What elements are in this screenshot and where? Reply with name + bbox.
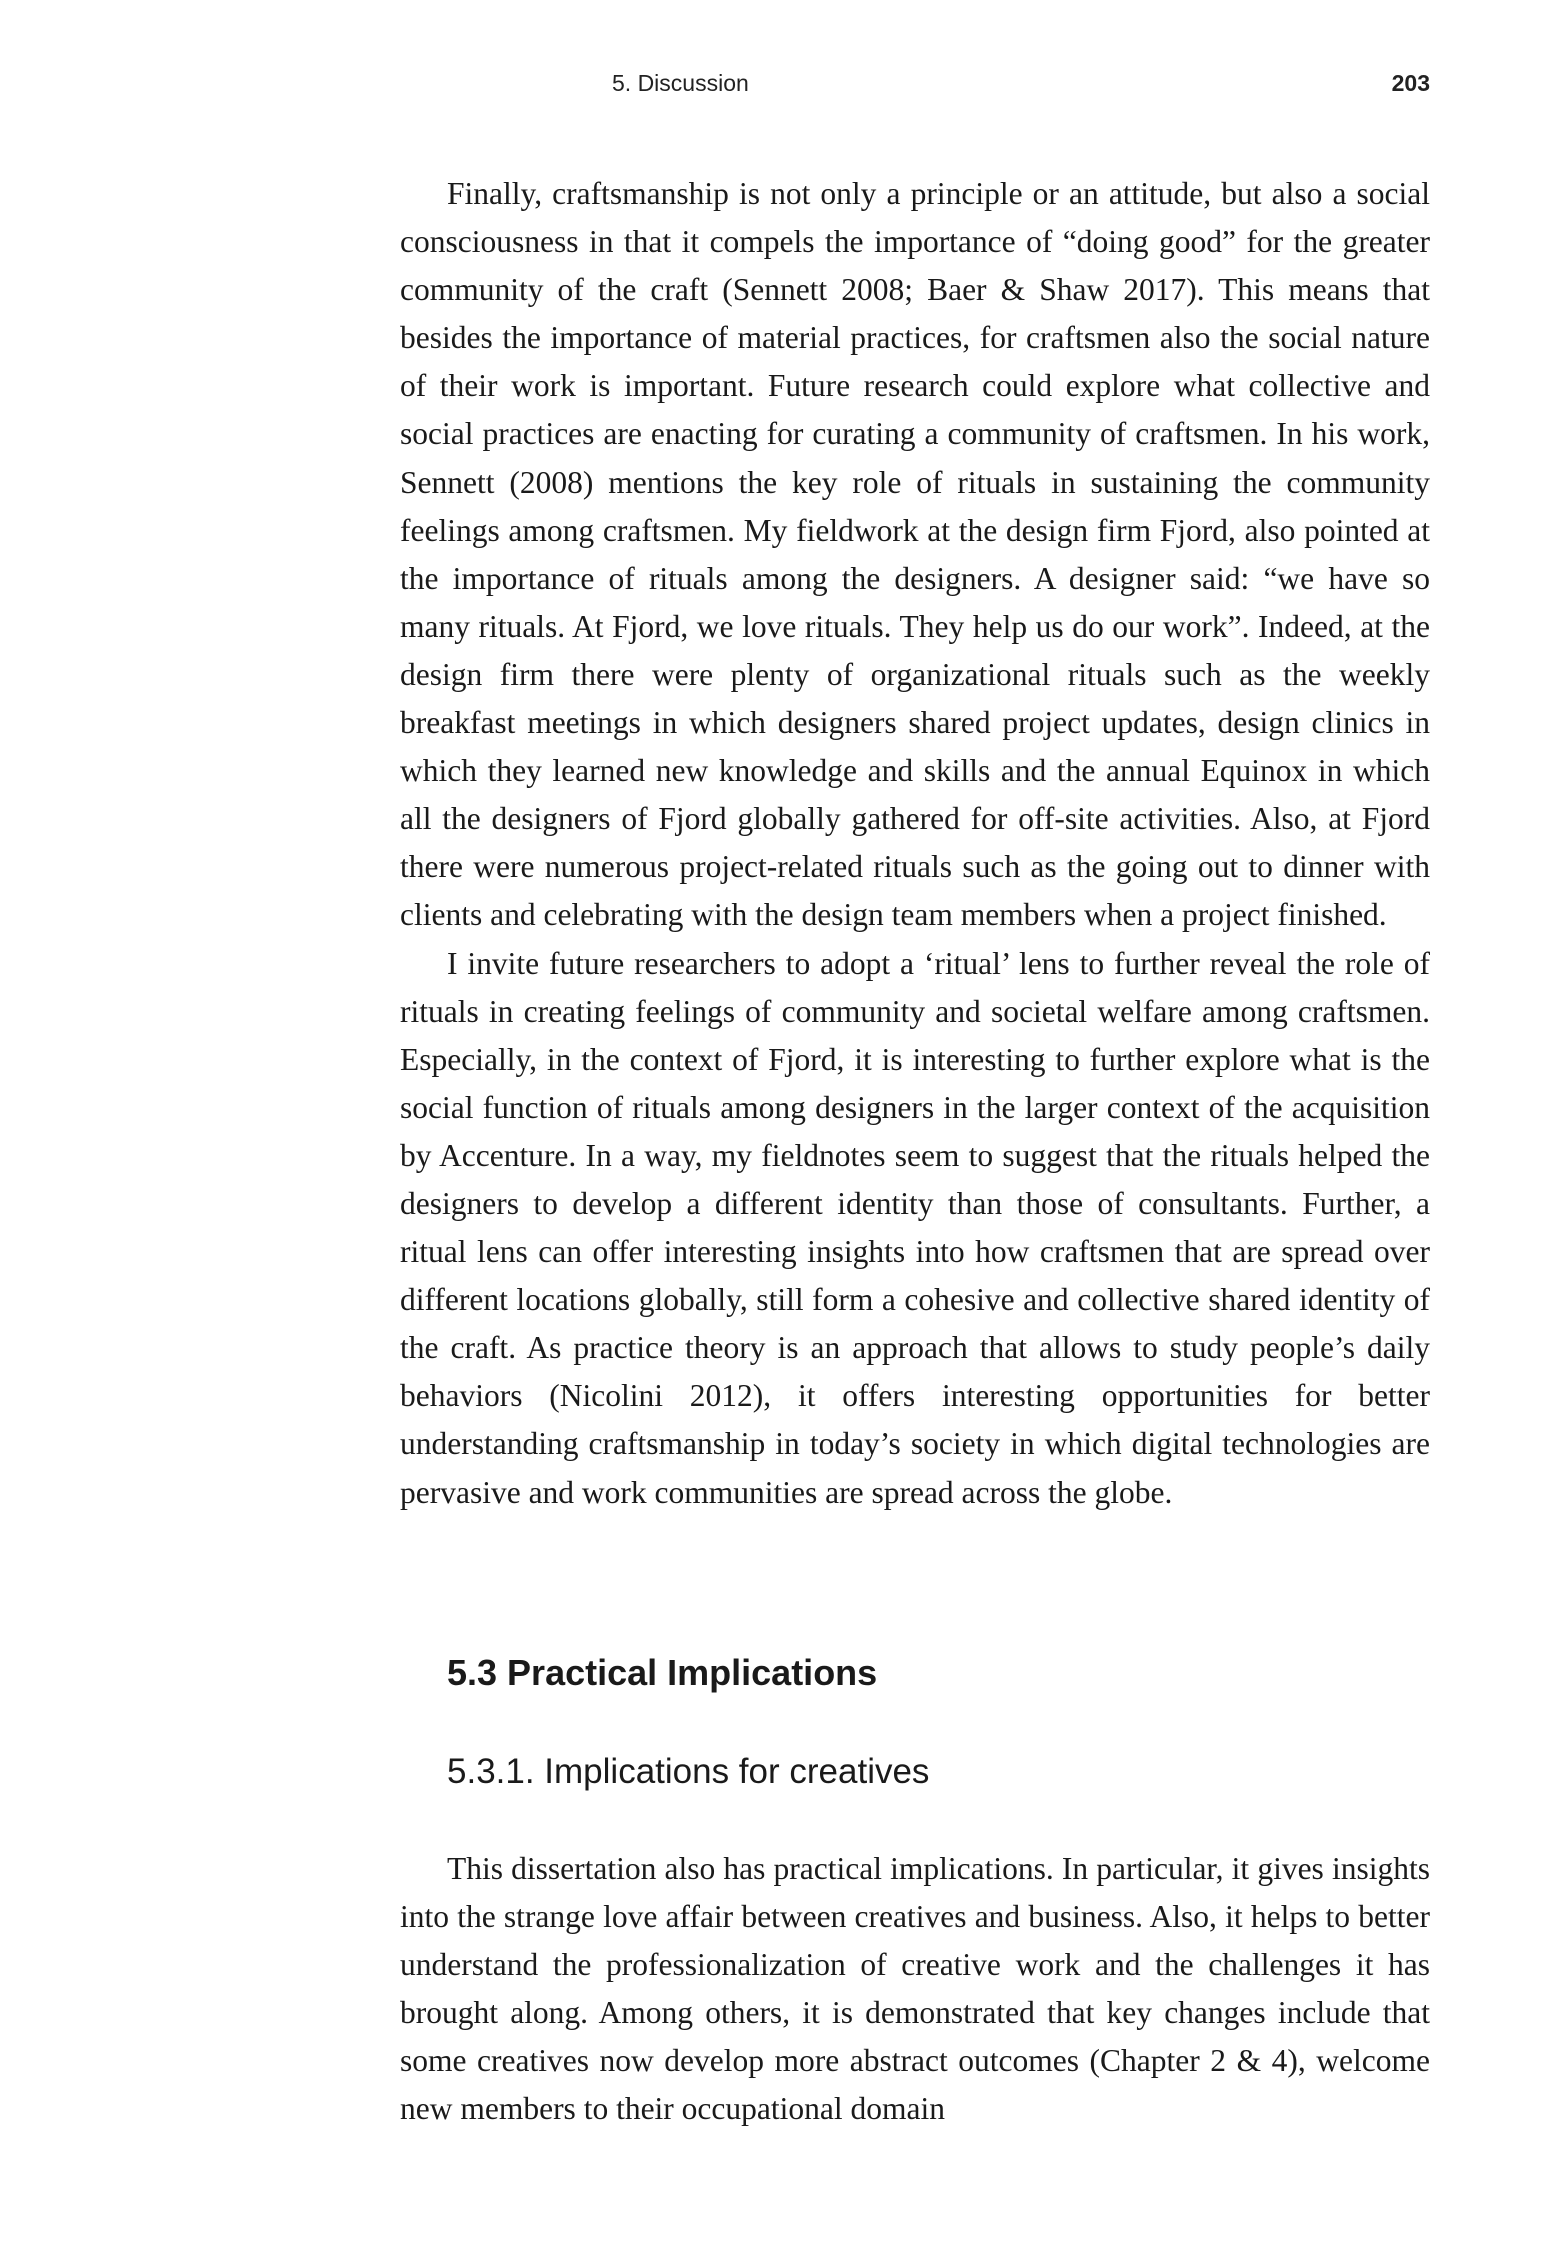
subsection-body-text <box>400 1845 1430 2134</box>
paragraph: Finally, craftsmanship is not only a principle or an attitude, but also a social consciousness in that it compels the importance of “doing good” for the greater community of the craft (Sennett 2008; Baer & Shaw 2017). This means that besides the importance of material practices, for craftsmen also the social nature of their work is important. Future research could explore what collective and social practices are enacting for curating a community of craftsmen. In his work, Sennett (2008) mentions the key role of rituals in sustaining the community feelings among craftsmen. My fieldwork at the design firm Fjord, also pointed at the importance of rituals among the designers. A designer said: “we have so many rituals. At Fjord, we love rituals. They help us do our work”. Indeed, at the design firm there were plenty of organizational rituals such as the weekly breakfast meetings in which designers shared project updates, design clinics in which they learned new knowledge and skills and the annual Equinox in which all the designers of Fjord globally gathered for off-site activities. Also, at Fjord there were numerous project-related rituals such as the going out to dinner with clients and celebrating with the design team members when a project finished. <box>400 176 1430 933</box>
running-head <box>400 70 1430 102</box>
running-head-section: 5. Discussion <box>612 70 749 96</box>
paragraph: This dissertation also has practical implications. In particular, it gives insights into the strange love affair between creatives and business. Also, it helps to better understand the professionalization of creative work and the challenges it has brought along. Among others, it is demonstrated that key changes include that some creatives now develop more abstract outcomes (Chapter 2 & 4), welcome new members to their occupational domain <box>400 1851 1430 2127</box>
paragraph: I invite future researchers to adopt a ‘ritual’ lens to further reveal the role of rituals in creating feelings of community and societal welfare among craftsmen. Especially, in the context of Fjord, it is interesting to further explore what is the social function of rituals among designers in the larger context of the acquisition by Accenture. In a way, my fieldnotes seem to suggest that the rituals helped the designers to develop a different identity than those of consultants. Further, a ritual lens can offer interesting insights into how craftsmen that are spread over different locations globally, still form a cohesive and collective shared identity of the craft. As practice theory is an approach that allows to study people’s daily behaviors (Nicolini 2012), it offers interesting opportunities for better understanding craftsmanship in today’s society in which digital technologies are pervasive and work communities are spread across the globe. <box>400 945 1430 1510</box>
page-number: 203 <box>1391 70 1430 96</box>
section-heading: 5.3 Practical Implications <box>447 1652 878 1693</box>
subsection-heading: 5.3.1. Implications for creatives <box>447 1752 930 1791</box>
body-text <box>400 170 1430 1517</box>
